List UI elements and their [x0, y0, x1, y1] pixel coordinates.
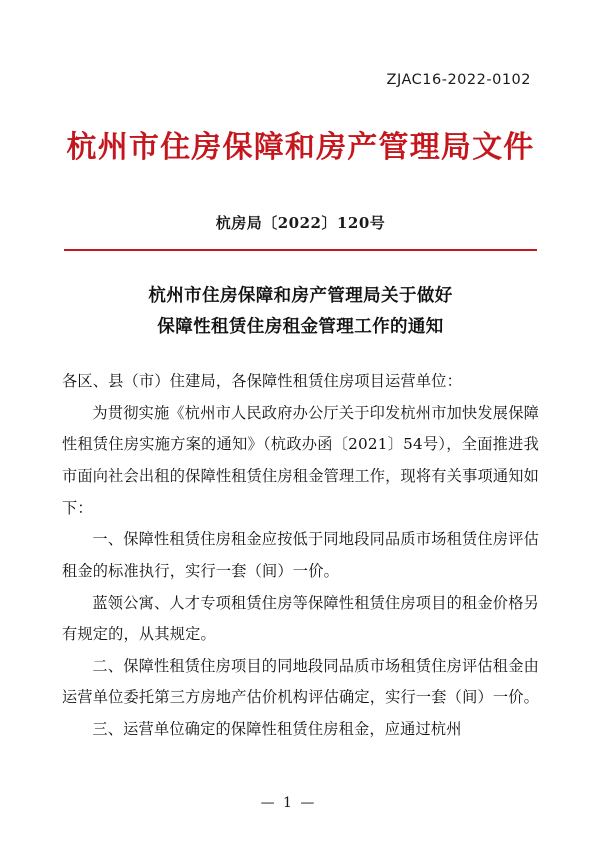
- document-body: [62, 366, 539, 745]
- body-paragraph: 二、保障性租赁住房项目的同地段同品质市场租赁住房评估租金由运营单位委托第三方房地产估价机构评估确定，实行一套（间）一价。: [62, 656, 540, 707]
- body-paragraph: 三、运营单位确定的保障性租赁住房租金，应通过杭州: [92, 719, 462, 738]
- document-title-line-1: 杭州市住房保障和房产管理局关于做好: [148, 286, 453, 306]
- issue-number: 杭房局〔2022〕120号: [215, 214, 386, 232]
- body-paragraph: 一、保障性租赁住房租金应按低于同地段同品质市场租赁住房评估租金的标准执行，实行一套（间）一价。: [62, 530, 539, 580]
- issuing-organization-title: 杭州市住房保障和房产管理局文件: [66, 130, 535, 165]
- document-title: [62, 281, 539, 342]
- body-paragraph: 各区、县（市）住建局，各保障性租赁住房项目运营单位：: [62, 372, 463, 391]
- body-paragraph: 为贯彻实施《杭州市人民政府办公厅关于印发杭州市加快发展保障性租赁住房实施方案的通知》（杭政办函〔2021〕54号），全面推进我市面向社会出租的保障性租赁住房租金管理工作，现将有关事项通知如下：: [62, 403, 540, 517]
- red-divider-rule: [64, 249, 537, 251]
- body-paragraph: 蓝领公寓、人才专项租赁住房等保障性租赁住房项目的租金价格另有规定的，从其规定。: [62, 593, 539, 644]
- document-title-line-2: 保障性租赁住房租金管理工作的通知: [157, 316, 444, 337]
- page-number: — 1 —: [260, 795, 317, 811]
- document-number: ZJAC16-2022-0102: [386, 72, 531, 88]
